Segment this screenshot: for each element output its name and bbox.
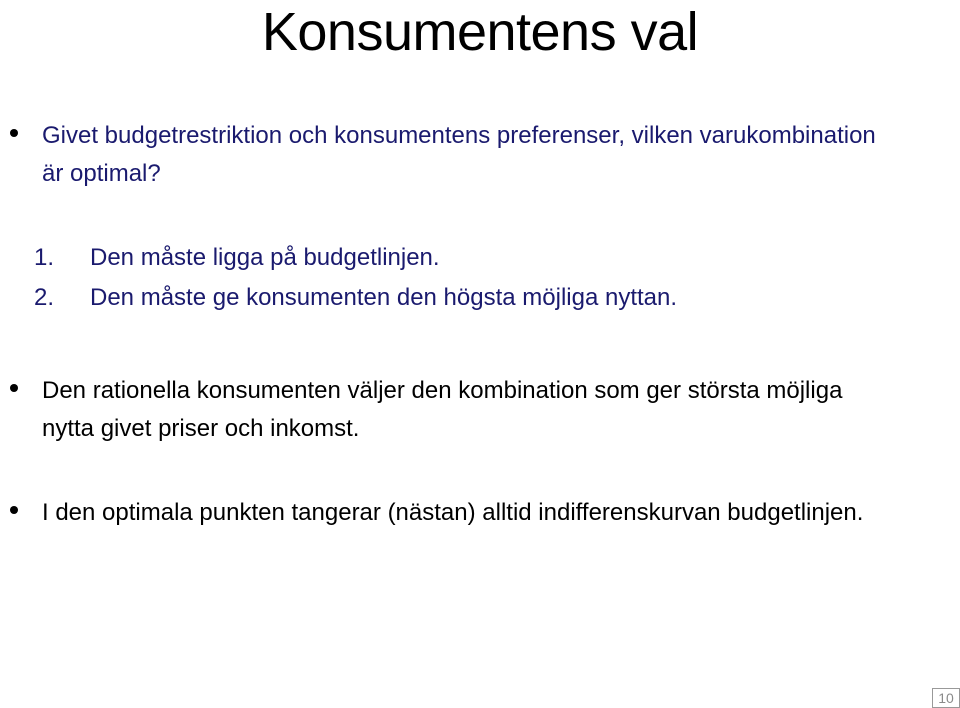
bullet-text: Den rationella konsumenten väljer den kombination som ger största möjliga nytta givet priser och inkomst.: [42, 377, 843, 442]
bullet-text: Givet budgetrestriktion och konsumentens preferenser, vilken varukombination är optimal?: [42, 122, 876, 187]
item-text: Den måste ge konsumenten den högsta möjliga nyttan.: [90, 284, 678, 311]
numbered-list: [0, 239, 900, 319]
bullet-dot-icon: [10, 506, 18, 514]
item-text: Den måste ligga på budgetlinjen.: [90, 244, 440, 271]
bullet-dot-icon: [10, 129, 18, 137]
numbered-item: [0, 239, 900, 279]
item-number: 1.: [34, 244, 55, 271]
page-number: 10: [932, 688, 960, 708]
item-number: 2.: [34, 284, 55, 311]
bullet-text: I den optimala punkten tangerar (nästan) alltid indifferenskurvan budgetlinjen.: [42, 499, 864, 526]
numbered-item: [0, 279, 900, 319]
slide-title: Konsumentens val: [261, 2, 699, 62]
bullet-dot-icon: [10, 384, 18, 392]
